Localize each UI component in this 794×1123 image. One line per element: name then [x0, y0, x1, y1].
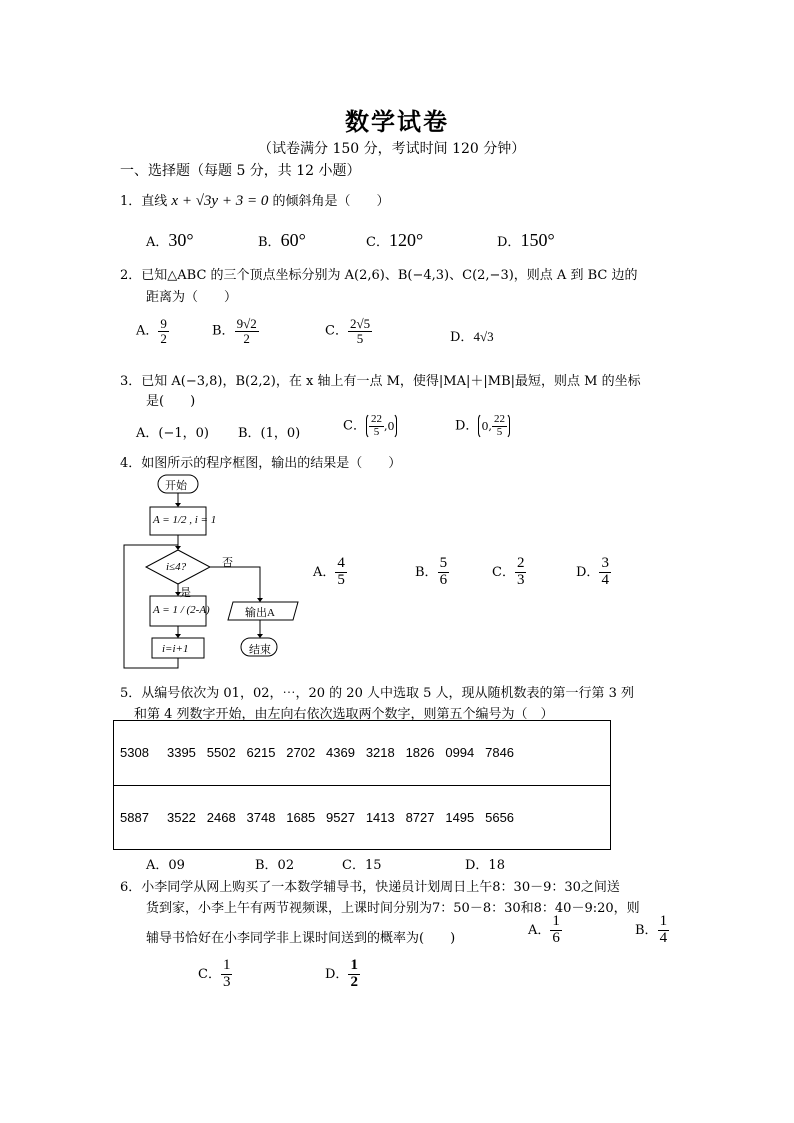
q3-line-2: 是( )	[146, 394, 196, 409]
exam-subtitle: （试卷满分 150 分，考试时间 120 分钟）	[258, 141, 526, 157]
q2-option-c: C． $\frac{2√5}{5}$	[325, 316, 371, 346]
flow-assign-label: A = 1 / (2-A)	[153, 604, 210, 616]
q2-option-b: B． $\frac{9√2}{2}$	[212, 316, 257, 346]
q6-line-3: 辅导书恰好在小李同学非上课时间送到的概率为( )	[146, 931, 456, 946]
q5-option-a: A．09	[146, 858, 185, 873]
flow-no-label: 否	[222, 557, 233, 569]
q4-option-a: A． $\frac{4}{5}$	[313, 555, 345, 588]
table-row	[114, 785, 611, 850]
q5-line-1: 5．从编号依次为 01，02，⋯，20 的 20 人中选取 5 人，现从随机数表的第一行第 3 列	[120, 686, 635, 701]
q4-option-b: B． $\frac{5}{6}$	[415, 555, 448, 588]
q6-line-1: 6．小李同学从网上购买了一本数学辅导书，快递员计划周日上午8：30－9：30之间送	[120, 880, 620, 895]
q5-line-2: 和第 4 列数字开始，由左向右依次选取两个数字，则第五个编号为（ ）	[134, 707, 554, 722]
flow-inc-label: i=i+1	[162, 643, 189, 655]
q6-option-a: A． $\frac{1}{6}$	[528, 913, 560, 946]
q3-option-b: B．(1，0)	[238, 426, 301, 441]
q4-option-c: C． $\frac{2}{3}$	[492, 555, 525, 588]
q3-option-d: D． 0, $\frac{22}{5}$	[455, 413, 510, 439]
q1-number: 1．直线	[120, 194, 168, 209]
q4-option-d: D． $\frac{3}{4}$	[576, 555, 609, 588]
q2-line-1: 2．已知△ABC 的三个顶点坐标分别为 A(2,6)、B(−4,3)、C(2,−3)，则点 A 到 BC 边的	[120, 268, 638, 283]
flow-cond-label: i≤4?	[166, 561, 187, 573]
q1-option-b: B．60°	[258, 230, 306, 250]
q5-option-b: B．02	[255, 858, 295, 873]
q6-line-2: 货到家，小李上午有两节视频课，上课时间分别为7：50－8：30和8：40－9:20，则	[146, 901, 640, 916]
q2-option-d: D．4√3	[450, 329, 494, 345]
q1-option-a: A．30°	[146, 230, 194, 250]
random-number-table	[113, 720, 611, 850]
q6-option-c: C． $\frac{1}{3}$	[198, 957, 231, 990]
question-1	[120, 190, 390, 210]
q5-option-d: D．18	[465, 858, 505, 873]
flowchart	[118, 470, 318, 675]
table-cell: 5887 3522 2468 3748 1685 9527 1413 8727 1495 5656	[114, 785, 611, 850]
q2-line-2: 距离为（ ）	[146, 290, 238, 305]
q1-tail: 的倾斜角是（ ）	[272, 194, 390, 209]
q6-option-d: D． $\frac{1}{2}$	[325, 957, 358, 990]
flow-output-label: 输出A	[245, 607, 275, 619]
table-row	[114, 721, 611, 786]
q1-equation: x + √3y + 3 = 0	[171, 193, 269, 209]
q6-option-b: B． $\frac{1}{4}$	[635, 913, 668, 946]
q5-option-c: C．15	[342, 858, 382, 873]
flow-start-label: 开始	[165, 480, 187, 492]
flow-yes-label: 是	[180, 587, 191, 599]
page-title: 数学试卷	[345, 107, 449, 136]
q3-option-a: A．(−1，0)	[136, 426, 209, 441]
q1-option-c: C．120°	[366, 230, 424, 250]
flow-end-label: 结束	[249, 644, 271, 656]
q3-option-c: C． $\frac{22}{5}$ ,0	[343, 413, 397, 439]
q1-option-d: D．150°	[497, 230, 555, 250]
q4-text: 4．如图所示的程序框图，输出的结果是（ ）	[120, 456, 402, 471]
table-cell: 5308 3395 5502 6215 2702 4369 3218 1826 0994 7846	[114, 721, 611, 786]
q3-line-1: 3．已知 A(−3,8)，B(2,2)，在 x 轴上有一点 M，使得|MA|＋|MB|最短，则点 M 的坐标	[120, 374, 641, 389]
section-heading: 一、选择题（每题 5 分，共 12 小题）	[120, 163, 361, 179]
flow-init-label: A = 1/2 , i = 1	[153, 514, 217, 526]
q2-option-a: A． $\frac{9}{2}$	[136, 316, 167, 346]
